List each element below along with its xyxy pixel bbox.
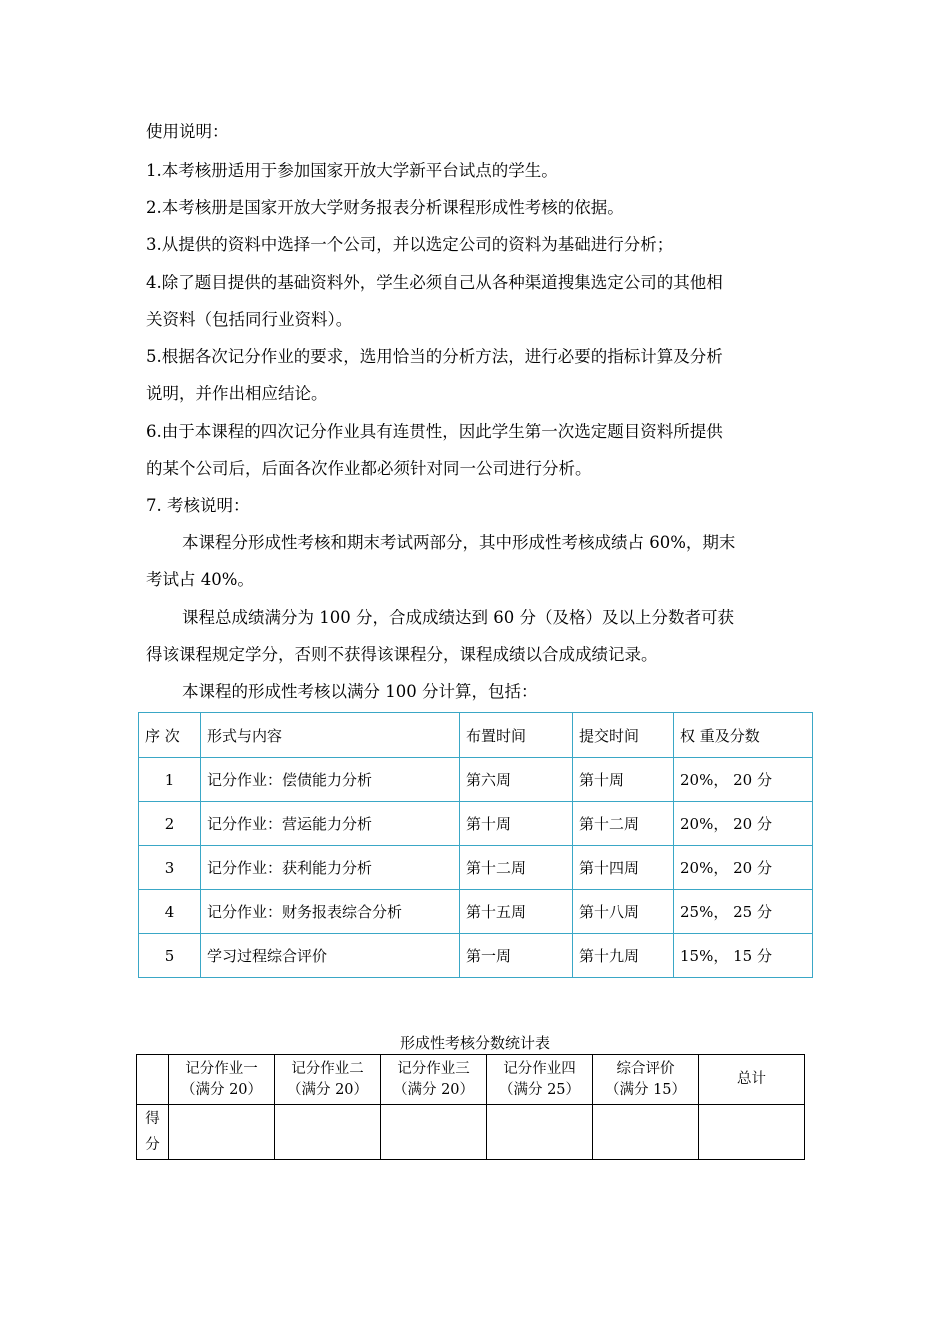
row-submit-time: 第十周 bbox=[573, 758, 674, 802]
instruction-line: 关资料（包括同行业资料）。 bbox=[146, 310, 353, 329]
row-number: 2 bbox=[139, 802, 201, 846]
instruction-line: 2.本考核册是国家开放大学财务报表分析课程形成性考核的依据。 bbox=[146, 198, 624, 217]
row-weight: 20%， 20 分 bbox=[674, 802, 813, 846]
table-row bbox=[139, 846, 813, 890]
score-header-row bbox=[137, 1055, 805, 1105]
score-cell bbox=[275, 1105, 381, 1160]
score-cell bbox=[381, 1105, 487, 1160]
column-name: 总计 bbox=[737, 1071, 766, 1087]
row-assign-time: 第一周 bbox=[460, 934, 573, 978]
instructions-heading: 使用说明： bbox=[146, 122, 229, 141]
score-row-label: 得分 bbox=[145, 1111, 160, 1153]
column-max: （满分 15） bbox=[604, 1081, 687, 1098]
score-cell bbox=[487, 1105, 593, 1160]
header-cell: 权 重及分数 bbox=[674, 713, 813, 758]
instruction-line: 7. 考核说明： bbox=[146, 496, 250, 515]
score-column-header bbox=[699, 1055, 805, 1105]
row-assign-time: 第十五周 bbox=[460, 890, 573, 934]
column-name: 记分作业二 bbox=[291, 1060, 364, 1077]
row-content: 记分作业：获利能力分析 bbox=[201, 846, 460, 890]
row-weight: 20%， 20 分 bbox=[674, 846, 813, 890]
score-row bbox=[137, 1105, 805, 1160]
score-cell bbox=[593, 1105, 699, 1160]
column-name: 综合评价 bbox=[616, 1060, 675, 1077]
header-cell: 形式与内容 bbox=[201, 713, 460, 758]
table-row bbox=[139, 802, 813, 846]
instruction-line: 3.从提供的资料中选择一个公司，并以选定公司的资料为基础进行分析； bbox=[146, 235, 674, 254]
column-name: 记分作业四 bbox=[503, 1060, 576, 1077]
column-max: （满分 20） bbox=[392, 1081, 475, 1098]
instruction-line: 5.根据各次记分作业的要求，选用恰当的分析方法，进行必要的指标计算及分析 bbox=[146, 347, 723, 366]
header-cell: 提交时间 bbox=[573, 713, 674, 758]
score-column-header bbox=[169, 1055, 275, 1105]
column-name: 记分作业一 bbox=[185, 1060, 258, 1077]
corner-cell bbox=[137, 1055, 169, 1105]
row-number: 4 bbox=[139, 890, 201, 934]
instruction-line: 说明，并作出相应结论。 bbox=[146, 384, 328, 403]
table-row bbox=[139, 758, 813, 802]
row-number: 5 bbox=[139, 934, 201, 978]
column-max: （满分 20） bbox=[286, 1081, 369, 1098]
row-weight: 25%， 25 分 bbox=[674, 890, 813, 934]
header-cell: 序 次 bbox=[139, 713, 201, 758]
instruction-line: 得该课程规定学分，否则不获得该课程分，课程成绩以合成成绩记录。 bbox=[146, 645, 658, 664]
row-submit-time: 第十九周 bbox=[573, 934, 674, 978]
column-max: （满分 25） bbox=[498, 1081, 581, 1098]
instruction-line: 1.本考核册适用于参加国家开放大学新平台试点的学生。 bbox=[146, 161, 558, 180]
score-column-header bbox=[593, 1055, 699, 1105]
score-column-header bbox=[381, 1055, 487, 1105]
row-submit-time: 第十八周 bbox=[573, 890, 674, 934]
row-number: 1 bbox=[139, 758, 201, 802]
row-content: 记分作业：偿债能力分析 bbox=[201, 758, 460, 802]
score-cell bbox=[699, 1105, 805, 1160]
table-row bbox=[139, 890, 813, 934]
instruction-line: 考试占 40%。 bbox=[146, 570, 254, 589]
score-column-header bbox=[275, 1055, 381, 1105]
instruction-line: 的某个公司后，后面各次作业都必须针对同一公司进行分析。 bbox=[146, 459, 592, 478]
row-submit-time: 第十二周 bbox=[573, 802, 674, 846]
row-assign-time: 第十周 bbox=[460, 802, 573, 846]
table-header-row bbox=[139, 713, 813, 758]
row-content: 学习过程综合评价 bbox=[201, 934, 460, 978]
instruction-line: 6.由于本课程的四次记分作业具有连贯性，因此学生第一次选定题目资料所提供 bbox=[146, 422, 723, 441]
row-weight: 20%， 20 分 bbox=[674, 758, 813, 802]
score-row-label-cell bbox=[137, 1105, 169, 1160]
assessment-table bbox=[138, 712, 813, 978]
row-assign-time: 第十二周 bbox=[460, 846, 573, 890]
row-assign-time: 第六周 bbox=[460, 758, 573, 802]
row-content: 记分作业：营运能力分析 bbox=[201, 802, 460, 846]
instruction-line: 本课程分形成性考核和期末考试两部分，其中形成性考核成绩占 60%，期末 bbox=[182, 533, 736, 552]
instruction-line: 本课程的形成性考核以满分 100 分计算，包括： bbox=[182, 682, 538, 701]
score-table bbox=[136, 1054, 805, 1160]
header-cell: 布置时间 bbox=[460, 713, 573, 758]
table-row bbox=[139, 934, 813, 978]
score-table-title: 形成性考核分数统计表 bbox=[399, 1034, 550, 1052]
column-name: 记分作业三 bbox=[397, 1060, 470, 1077]
score-cell bbox=[169, 1105, 275, 1160]
row-number: 3 bbox=[139, 846, 201, 890]
row-submit-time: 第十四周 bbox=[573, 846, 674, 890]
column-max: （满分 20） bbox=[180, 1081, 263, 1098]
instruction-line: 课程总成绩满分为 100 分，合成成绩达到 60 分（及格）及以上分数者可获 bbox=[182, 608, 734, 627]
row-weight: 15%， 15 分 bbox=[674, 934, 813, 978]
row-content: 记分作业：财务报表综合分析 bbox=[201, 890, 460, 934]
score-column-header bbox=[487, 1055, 593, 1105]
instruction-line: 4.除了题目提供的基础资料外，学生必须自己从各种渠道搜集选定公司的其他相 bbox=[146, 273, 723, 292]
